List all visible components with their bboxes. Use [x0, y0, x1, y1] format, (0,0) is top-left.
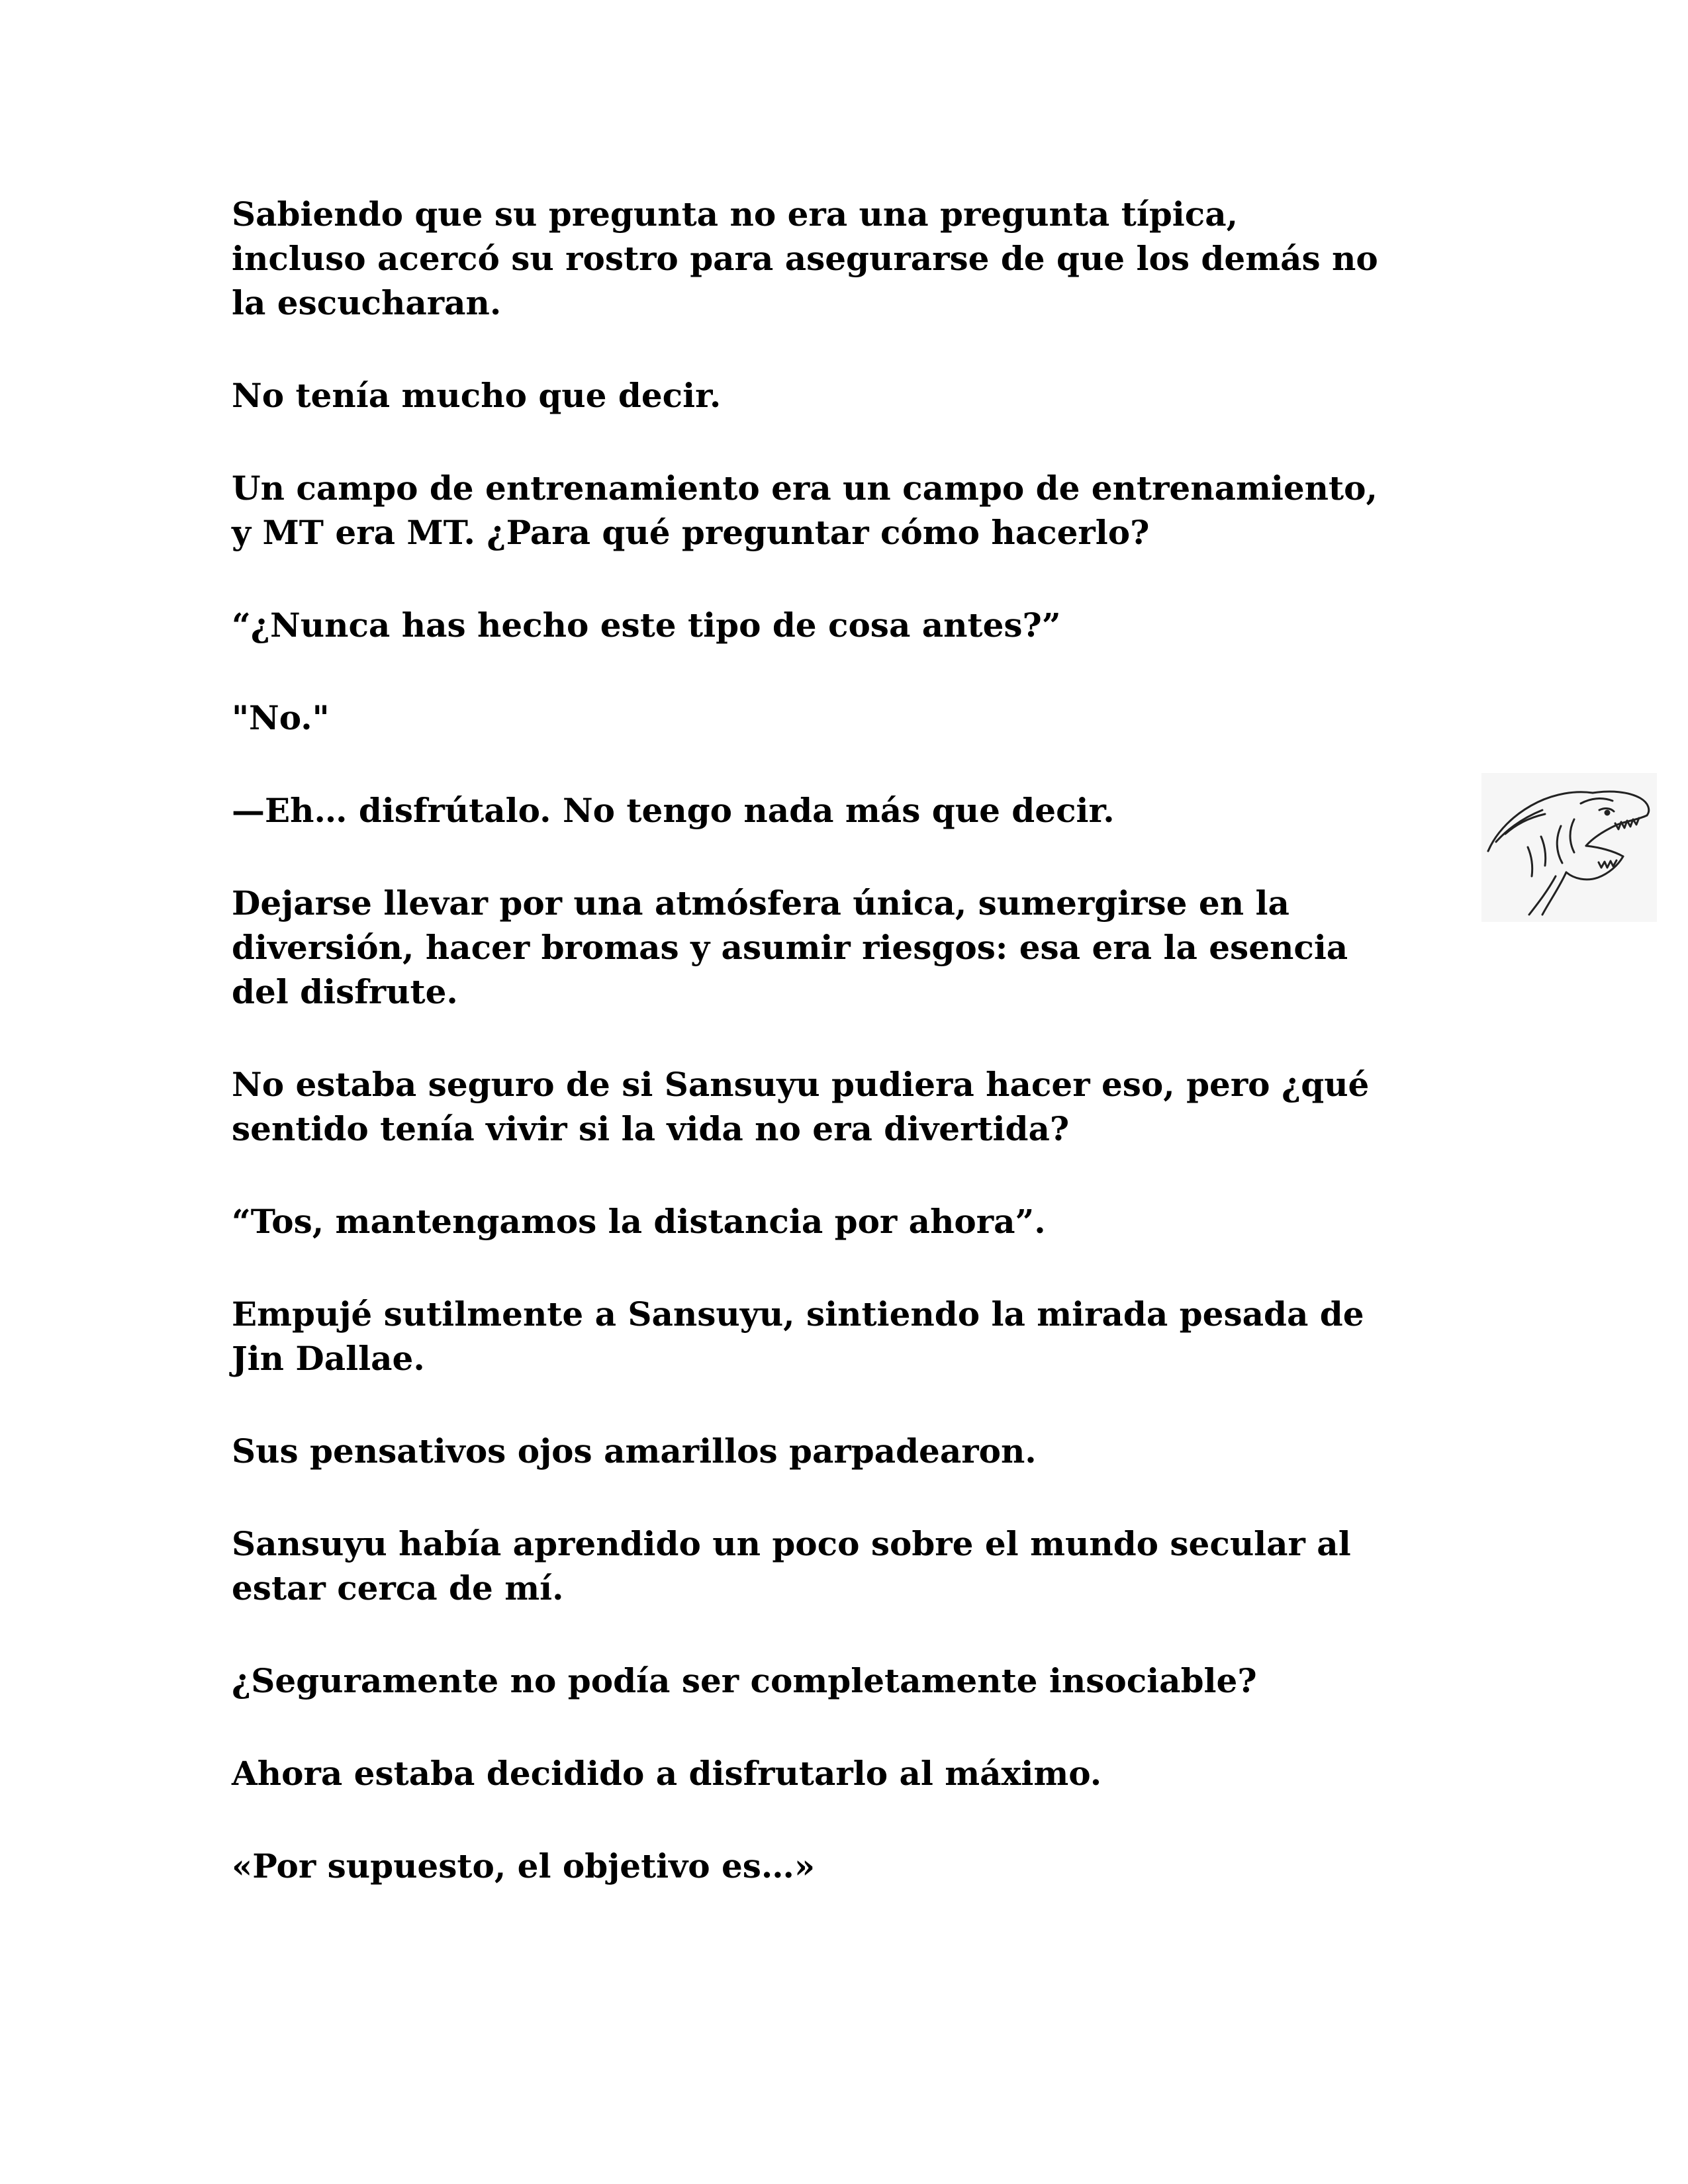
- paragraph: Dejarse llevar por una atmósfera única, sumergirse en la diversión, hacer bromas y asumir riesgos: esa era la esencia del disfrute.: [232, 884, 1348, 1011]
- paragraph: No estaba seguro de si Sansuyu pudiera hacer eso, pero ¿qué sentido tenía vivir si la vida no era divertida?: [232, 1065, 1370, 1148]
- paragraph: “¿Nunca has hecho este tipo de cosa antes?”: [232, 606, 1061, 645]
- paragraph: Sabiendo que su pregunta no era una pregunta típica, incluso acercó su rostro para asegurarse de que los demás no la escucharan.: [232, 195, 1378, 322]
- paragraph: —Eh… disfrútalo. No tengo nada más que decir.: [232, 791, 1115, 830]
- paragraph: Un campo de entrenamiento era un campo de entrenamiento, y MT era MT. ¿Para qué preguntar cómo hacerlo?: [232, 469, 1378, 552]
- paragraph: Ahora estaba decidido a disfrutarlo al máximo.: [232, 1754, 1102, 1793]
- paragraph: ¿Seguramente no podía ser completamente insociable?: [232, 1661, 1257, 1700]
- paragraph: “Tos, mantengamos la distancia por ahora”.: [232, 1202, 1046, 1241]
- paragraph: "No.": [232, 698, 330, 737]
- paragraph: No tenía mucho que decir.: [232, 376, 722, 415]
- paragraph: Empujé sutilmente a Sansuyu, sintiendo la mirada pesada de Jin Dallae.: [232, 1295, 1364, 1378]
- paragraph: Sansuyu había aprendido un poco sobre el mundo secular al estar cerca de mí.: [232, 1524, 1351, 1608]
- dinosaur-head-sketch-icon: [1481, 773, 1657, 922]
- paragraph: «Por supuesto, el objetivo es…»: [232, 1846, 816, 1886]
- text-body: [232, 192, 1463, 1936]
- paragraph: Sus pensativos ojos amarillos parpadearon.: [232, 1432, 1037, 1471]
